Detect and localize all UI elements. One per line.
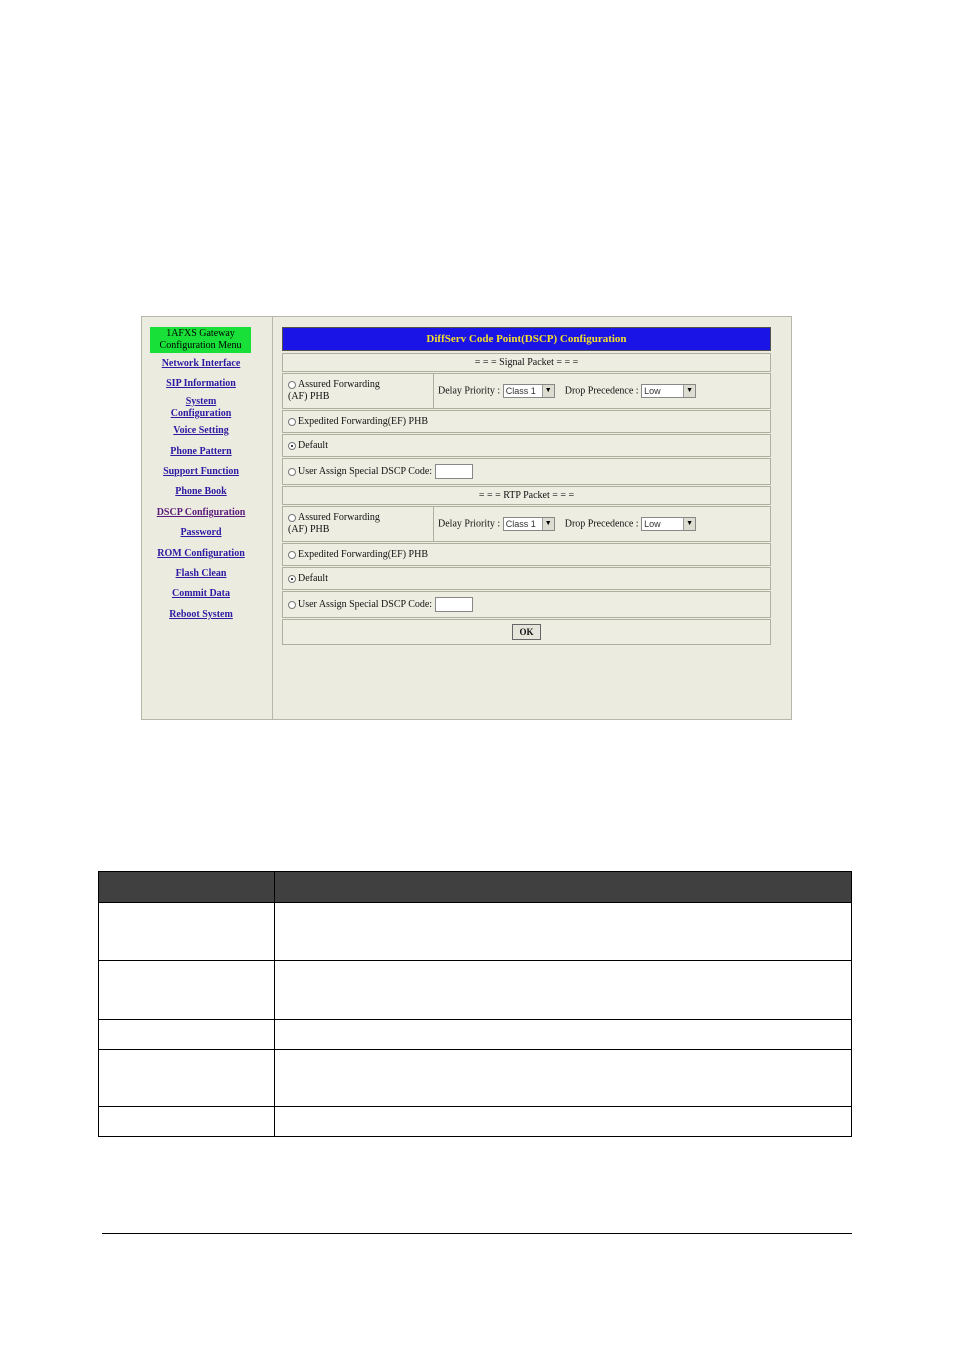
table-cell	[275, 1050, 852, 1107]
signal-af-label: Assured Forwarding	[298, 379, 380, 390]
table-cell	[275, 903, 852, 961]
sidebar-item-voice-setting[interactable]: Voice Setting	[173, 425, 229, 436]
sidebar-item-dscp-configuration[interactable]: DSCP Configuration	[156, 507, 246, 518]
menu-title-line1: 1AFXS Gateway	[166, 328, 235, 339]
signal-af-cell	[283, 374, 434, 408]
description-table	[98, 871, 852, 1137]
sidebar-item-flash-clean[interactable]: Flash Clean	[175, 568, 227, 579]
signal-drop-precedence-value: Low	[644, 386, 661, 396]
chevron-down-icon: ▼	[683, 385, 695, 397]
signal-af-radio[interactable]	[288, 381, 296, 389]
table-row	[99, 903, 852, 961]
sidebar-item-rom-configuration[interactable]: ROM Configuration	[157, 548, 245, 559]
menu-title	[150, 327, 251, 353]
sidebar-item-phone-pattern[interactable]: Phone Pattern	[170, 446, 232, 457]
rtp-af-label-2: (AF) PHB	[288, 524, 330, 535]
chevron-down-icon: ▼	[542, 385, 554, 397]
signal-ef-row	[282, 410, 771, 433]
rtp-drop-precedence-label: Drop Precedence :	[564, 518, 639, 530]
rtp-drop-precedence-value: Low	[644, 519, 661, 529]
table-row	[99, 1107, 852, 1137]
screenshot-window	[141, 316, 792, 720]
rtp-delay-priority-label: Delay Priority :	[438, 518, 501, 530]
signal-packet-header: = = = Signal Packet = = =	[282, 353, 771, 372]
footer-rule	[102, 1233, 852, 1234]
signal-delay-priority-select[interactable]	[503, 384, 555, 398]
signal-drop-precedence-label: Drop Precedence :	[564, 385, 639, 397]
ok-row	[282, 619, 771, 645]
table-cell	[275, 1107, 852, 1137]
table-header-cell	[99, 872, 275, 903]
rtp-dscp-code-input[interactable]	[435, 597, 473, 612]
table-header-row	[99, 872, 852, 903]
rtp-ef-radio[interactable]	[288, 551, 296, 559]
rtp-user-label: User Assign Special DSCP Code:	[298, 599, 433, 610]
panel-title: DiffServ Code Point(DSCP) Configuration	[282, 327, 771, 351]
signal-dscp-code-input[interactable]	[435, 464, 473, 479]
rtp-default-radio[interactable]	[288, 575, 296, 583]
table-row	[99, 1020, 852, 1050]
sidebar	[142, 317, 273, 719]
signal-user-row	[282, 458, 771, 485]
table-cell	[99, 961, 275, 1020]
signal-default-label: Default	[298, 440, 328, 451]
rtp-delay-priority-select[interactable]	[503, 517, 555, 531]
signal-user-radio[interactable]	[288, 468, 296, 476]
sidebar-item-system[interactable]: System	[185, 396, 217, 407]
table-cell	[99, 1020, 275, 1050]
signal-drop-precedence-select[interactable]	[641, 384, 696, 398]
signal-af-label-2: (AF) PHB	[288, 391, 330, 402]
signal-delay-priority-label: Delay Priority :	[438, 385, 501, 397]
chevron-down-icon: ▼	[542, 518, 554, 530]
table-cell	[275, 1020, 852, 1050]
sidebar-item-password[interactable]: Password	[180, 527, 222, 538]
table-cell	[99, 903, 275, 961]
table-row	[99, 961, 852, 1020]
rtp-ef-label: Expedited Forwarding(EF) PHB	[298, 549, 428, 560]
table-cell	[99, 1050, 275, 1107]
table-cell	[275, 961, 852, 1020]
sidebar-item-support-function[interactable]: Support Function	[163, 466, 239, 477]
signal-default-row	[282, 434, 771, 457]
menu-title-line2: Configuration Menu	[159, 340, 242, 351]
rtp-packet-header: = = = RTP Packet = = =	[282, 486, 771, 505]
chevron-down-icon: ▼	[683, 518, 695, 530]
sidebar-item-configuration[interactable]: Configuration	[170, 408, 232, 419]
table-cell	[99, 1107, 275, 1137]
rtp-default-row	[282, 567, 771, 590]
sidebar-item-reboot-system[interactable]: Reboot System	[169, 609, 233, 620]
rtp-af-row	[282, 506, 771, 542]
signal-af-row	[282, 373, 771, 409]
rtp-user-row	[282, 591, 771, 618]
table-header-cell	[275, 872, 852, 903]
signal-default-radio[interactable]	[288, 442, 296, 450]
signal-user-label: User Assign Special DSCP Code:	[298, 466, 433, 477]
rtp-ef-row	[282, 543, 771, 566]
sidebar-item-phone-book[interactable]: Phone Book	[175, 486, 227, 497]
sidebar-item-network-interface[interactable]: Network Interface	[161, 358, 241, 369]
rtp-af-cell	[283, 507, 434, 541]
rtp-af-label: Assured Forwarding	[298, 512, 380, 523]
rtp-default-label: Default	[298, 573, 328, 584]
rtp-af-radio[interactable]	[288, 514, 296, 522]
sidebar-item-commit-data[interactable]: Commit Data	[171, 588, 231, 599]
signal-ef-radio[interactable]	[288, 418, 296, 426]
ok-button[interactable]: OK	[512, 624, 541, 640]
sidebar-item-sip-information[interactable]: SIP Information	[166, 378, 236, 389]
signal-ef-label: Expedited Forwarding(EF) PHB	[298, 416, 428, 427]
table-row	[99, 1050, 852, 1107]
rtp-delay-priority-value: Class 1	[505, 519, 536, 529]
rtp-user-radio[interactable]	[288, 601, 296, 609]
dscp-panel	[282, 327, 771, 637]
rtp-drop-precedence-select[interactable]	[641, 517, 696, 531]
signal-delay-priority-value: Class 1	[505, 386, 536, 396]
